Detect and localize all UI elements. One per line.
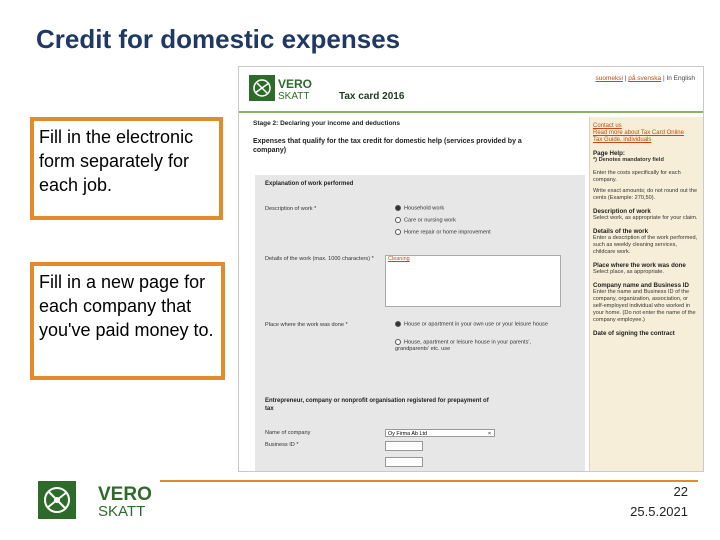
help-text-details: Enter a description of the work performed, such as weekly cleaning services, childcare work. [593,235,698,255]
company-select[interactable]: Oy Firma Ab Ltd × [385,429,495,437]
help-text-company: Enter the name and Business ID of the company, organization, association, or self-employed individual who worked in your home. (Do not enter the name of the company employee.) [593,289,696,323]
callout-each-company: Fill in a new page for each company that you've paid money to. [30,262,225,380]
business-id-label: Business ID * [265,442,299,448]
section-title-company: Entrepreneur, company or nonprofit organisation registered for prepayment of tax [265,398,489,412]
place-label: Place where the work was done * [265,322,348,328]
tax-card-title: Tax card 2016 [339,91,405,102]
contract-date-input[interactable] [385,457,423,467]
help-heading-company: Company name and Business ID [593,282,689,289]
details-text: Cleaning [388,256,410,262]
company-label: Name of company [265,430,311,436]
vero-skatt-logo-icon [38,481,156,519]
sidebar-link-read-more[interactable]: Read more about Tax Card Online [593,130,684,136]
slide-title: Credit for domestic expenses [36,24,401,54]
business-id-input[interactable] [385,441,423,451]
lang-link-fi[interactable]: suomeksi [595,75,623,82]
radio-icon [395,205,401,211]
desc-option-repair[interactable]: Home repair or home improvement [395,229,491,236]
form-subtitle: Expenses that qualify for the tax credit for domestic help (services provided by a company) [253,138,522,154]
callout-each-job: Fill in the electronic form separately for each job. [30,117,223,220]
help-heading-description: Description of work [593,208,651,215]
help-intro: Enter the costs specifically for each company. [593,170,681,183]
help-intro-2: Write exact amounts; do not round out the cents (Example: 270,50). [593,188,698,201]
vero-logo [249,75,333,106]
footer-logo-skatt: SKATT [98,503,146,519]
help-sidebar [589,117,704,471]
radio-icon [395,229,401,235]
desc-option-care[interactable]: Care or nursing work [395,217,456,224]
help-heading-details: Details of the work [593,228,649,235]
details-textarea[interactable] [385,255,561,307]
radio-icon [395,217,401,223]
help-text-place: Select place, as appropriate. [593,269,664,275]
clear-x-icon[interactable]: × [487,431,491,437]
details-label: Details of the work (max. 1000 characters) * [265,256,374,262]
form-main [253,117,585,471]
vero-emblem-icon [249,75,333,101]
desc-label: Description of work * [265,206,317,212]
page-number: 22 [673,484,688,499]
place-option-parents[interactable]: House, apartment or leisure house in your parents', grandparents' etc. use [395,339,531,353]
place-option-own[interactable]: House or apartment in your own use or your leisure house [395,321,560,328]
footer-vero-logo [38,481,156,524]
tax-card-form-screenshot [238,66,704,472]
sidebar-link-contact[interactable]: Contact us [593,123,622,129]
help-heading-date: Date of signing the contract [593,330,675,337]
stage-heading: Stage 2: Declaring your income and deductions [253,120,401,127]
form-header [239,67,703,113]
help-text-description: Select work, as appropriate for your claim. [593,215,698,221]
mandatory-note: *) Denotes mandatory field [593,157,664,163]
help-heading-place: Place where the work was done [593,262,686,269]
section-title-work: Explanation of work performed [265,181,354,187]
radio-icon [395,321,401,327]
logo-word-skatt: SKATT [278,91,310,101]
slide-date: 25.5.2021 [630,504,688,519]
company-section [255,389,585,472]
language-switcher: suomeksi | på svenska | In English [595,75,695,82]
footer-logo-vero: VERO [98,484,152,505]
desc-option-household[interactable]: Household work [395,205,444,212]
page-help-heading: Page Help: [593,150,625,157]
sidebar-link-tax-guide[interactable]: Tax Guide, individuals [593,137,652,143]
lang-current: In English [666,75,695,82]
lang-link-sv[interactable]: på svenska [628,75,662,82]
logo-word-vero: VERO [278,77,313,91]
radio-icon [395,339,401,345]
footer-divider [160,480,698,482]
